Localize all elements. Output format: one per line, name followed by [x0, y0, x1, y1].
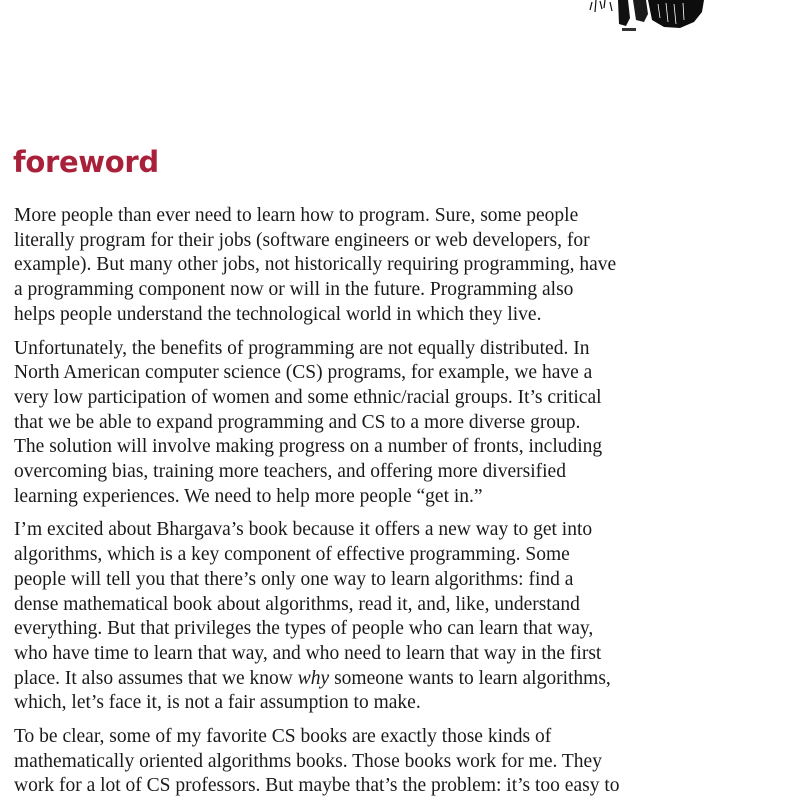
text-line: that we be able to expand programming and CS to a more diverse group.	[14, 411, 581, 433]
text-line: people will tell you that there’s only one way to learn algorithms: find a	[14, 568, 574, 590]
text-fragment: place. It also assumes that we know	[14, 667, 298, 689]
text-fragment: someone wants to learn algorithms,	[329, 667, 611, 689]
text-line: algorithms, which is a key component of effective programming. Some	[14, 544, 570, 566]
illustration-image	[588, 0, 708, 34]
text-line: who have time to learn that way, and who need to learn that way in the first	[14, 642, 602, 664]
text-line: overcoming bias, training more teachers, and offering more diversified	[14, 461, 566, 483]
text-line: learning experiences. We need to help more people “get in.”	[14, 485, 483, 507]
text-line: The solution will involve making progress on a number of fronts, including	[14, 436, 603, 458]
text-line: example). But many other jobs, not historically requiring programming, have	[14, 254, 617, 276]
foreword-body	[14, 204, 714, 808]
text-line: helps people understand the technological world in which they live.	[14, 303, 542, 325]
text-line: mathematically oriented algorithms books. Those books work for me. They	[14, 750, 602, 772]
text-line: a programming component now or will in the future. Programming also	[14, 279, 574, 301]
text-line: literally program for their jobs (software engineers or web developers, for	[14, 229, 590, 251]
text-line: I’m excited about Bhargava’s book because it offers a new way to get into	[14, 519, 593, 541]
paragraph	[14, 337, 714, 510]
paragraph	[14, 204, 714, 328]
text-line: work for a lot of CS professors. But maybe that’s the problem: it’s too easy to	[14, 775, 620, 797]
page-heading: foreword	[13, 145, 159, 179]
text-line: North American computer science (CS) programs, for example, we have a	[14, 362, 593, 384]
text-line: Unfortunately, the benefits of programming are not equally distributed. In	[14, 337, 590, 359]
text-line: everything. But that privileges the types of people who can learn that way,	[14, 618, 594, 640]
text-line: dense mathematical book about algorithms, read it, and, like, understand	[14, 593, 580, 615]
emphasis-text: why	[297, 667, 330, 689]
paragraph	[14, 725, 714, 799]
text-line	[14, 667, 714, 692]
text-line: To be clear, some of my favorite CS books are exactly those kinds of	[14, 726, 552, 748]
text-line: More people than ever need to learn how to program. Sure, some people	[14, 205, 579, 226]
paragraph	[14, 518, 714, 716]
text-line: which, let’s face it, is not a fair assumption to make.	[14, 692, 421, 714]
text-line: very low participation of women and some ethnic/racial groups. It’s critical	[14, 386, 602, 408]
